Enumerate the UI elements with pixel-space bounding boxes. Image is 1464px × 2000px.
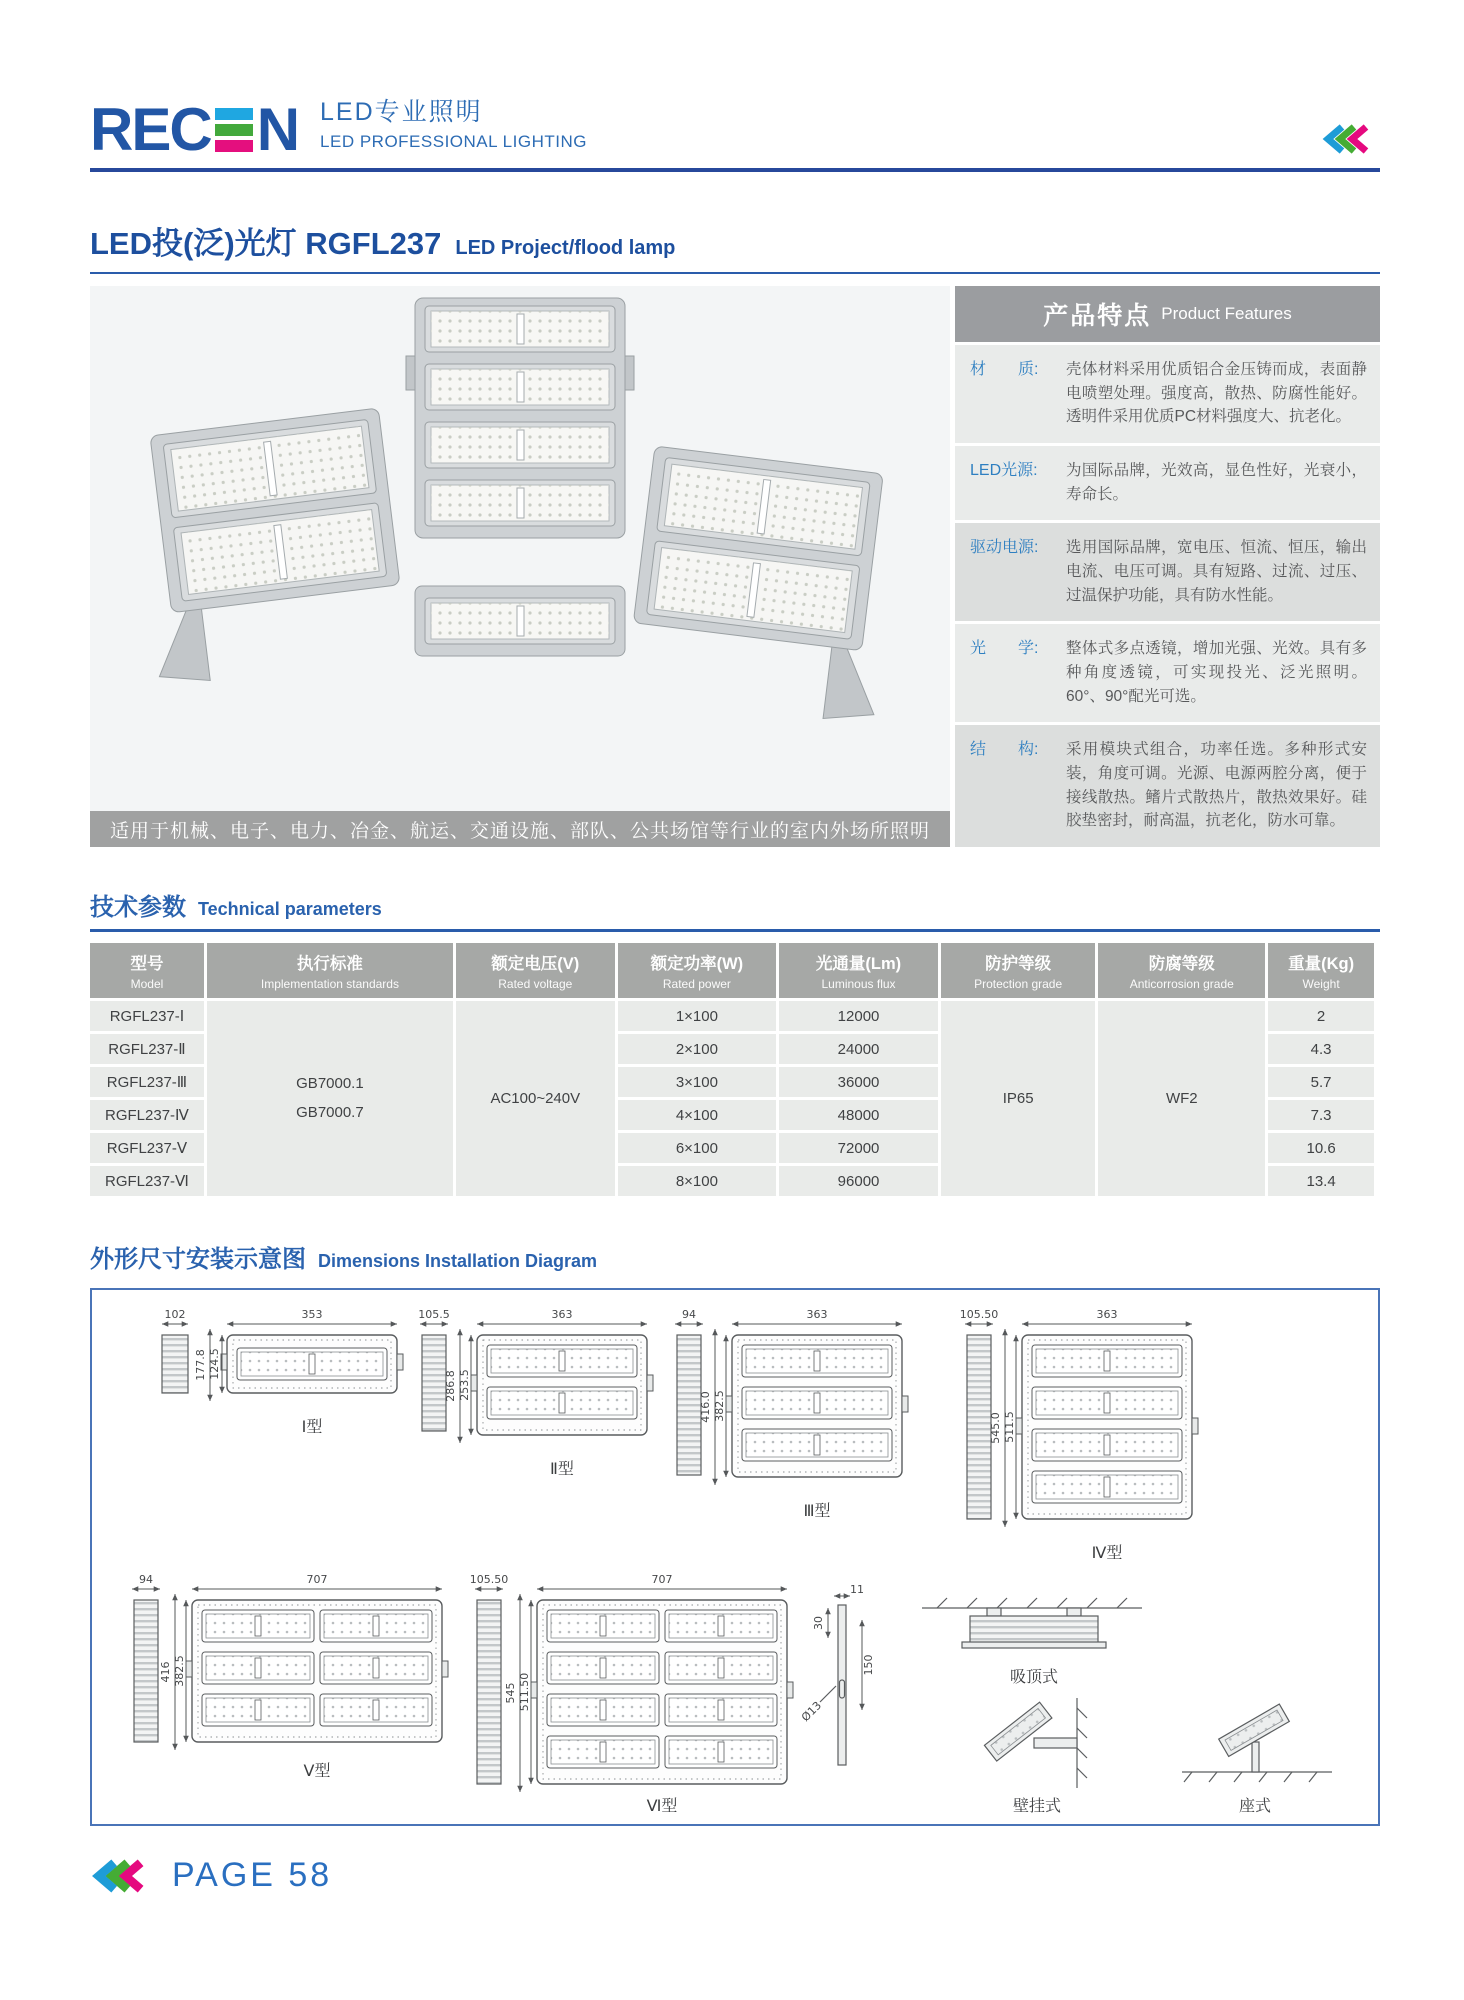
type6-label: Ⅵ型 — [646, 1796, 678, 1815]
dim-382-5: 382.5 — [713, 1390, 726, 1422]
cell-model: RGFL237-Ⅵ — [90, 1166, 204, 1196]
cell-flux: 12000 — [779, 1001, 938, 1031]
cell-weight: 4.3 — [1268, 1034, 1374, 1064]
tagline-cn: LED专业照明 — [320, 98, 483, 126]
cell-flux: 96000 — [779, 1166, 938, 1196]
feature-row-led-source — [955, 446, 1380, 520]
cell-protection: IP65 — [941, 1001, 1096, 1196]
table-row — [90, 1001, 1374, 1031]
feature-row-material — [955, 345, 1380, 443]
cell-flux: 36000 — [779, 1067, 938, 1097]
type5-label: Ⅴ型 — [303, 1761, 331, 1780]
drawing-type6 — [470, 1573, 793, 1815]
page-footer — [90, 1856, 1380, 1895]
tech-params-rule — [90, 929, 1380, 932]
floodlight-2-module-right — [625, 446, 904, 725]
wall-mount-label: 壁挂式 — [1012, 1796, 1062, 1815]
col-anticorrosion: 防腐等级 Anticorrosion grade — [1098, 943, 1265, 998]
drawing-type3 — [675, 1308, 908, 1520]
product-photo-illustration — [90, 286, 950, 842]
cell-power: 4×100 — [618, 1100, 777, 1130]
feature-label: 驱动电源: — [970, 539, 1039, 557]
feature-label: 材 质: — [970, 361, 1039, 378]
dim-105-50: 105.50 — [469, 1573, 509, 1586]
dim-177-8: 177.8 — [194, 1349, 207, 1381]
brand-tagline — [320, 92, 587, 154]
brand-block — [90, 92, 587, 163]
dimensions-heading-cn: 外形尺寸安装示意图 — [90, 1246, 306, 1273]
cell-model: RGFL237-Ⅱ — [90, 1034, 204, 1064]
cell-model: RGFL237-Ⅲ — [90, 1067, 204, 1097]
feature-text: 选用国际品牌，宽电压、恒流、恒压，输出电流、电压可调。具有短路、过流、过压、过温保护功能，具有防水性能。 — [1066, 539, 1367, 604]
feature-row-optics — [955, 624, 1380, 722]
dimensions-heading — [90, 1239, 1380, 1274]
dim-102: 102 — [164, 1308, 186, 1321]
table-header-row — [90, 943, 1374, 998]
col-flux: 光通量(Lm) Luminous flux — [779, 943, 938, 998]
col-weight: 重量(Kg) Weight — [1268, 943, 1374, 998]
dim-511-50: 511.50 — [518, 1672, 531, 1712]
dim-382-5: 382.5 — [173, 1655, 186, 1687]
cell-weight: 7.3 — [1268, 1100, 1374, 1130]
dim-150: 150 — [862, 1654, 875, 1676]
tech-params-table — [87, 940, 1377, 1199]
dim-416: 416 — [159, 1661, 172, 1683]
cell-power: 8×100 — [618, 1166, 777, 1196]
type1-label: Ⅰ型 — [301, 1417, 323, 1436]
product-features-panel — [955, 286, 1380, 847]
feature-label: 结 构: — [970, 741, 1039, 759]
col-standards: 执行标准 Implementation standards — [207, 943, 453, 998]
drawing-type4 — [960, 1308, 1198, 1562]
tech-params-heading-cn: 技术参数 — [90, 894, 186, 921]
cell-flux: 72000 — [779, 1133, 938, 1163]
ceiling-mount-label: 吸顶式 — [1009, 1667, 1059, 1686]
cell-weight: 2 — [1268, 1001, 1374, 1031]
feature-text: 壳体材料采用优质铝合金压铸而成，表面静电喷塑处理。强度高，散热、防腐性能好。透明件采用优质PC材料强度大、抗老化。 — [1066, 361, 1367, 426]
feature-row-driver — [955, 523, 1380, 621]
floodlight-4-module — [406, 298, 634, 538]
drawing-type5 — [132, 1573, 448, 1780]
header-rule — [90, 168, 1380, 172]
type4-label: Ⅳ型 — [1091, 1543, 1123, 1562]
triple-chevron-icon — [1320, 124, 1380, 154]
feature-text: 整体式多点透镜，增加光强、光效。具有多种角度透镜，可实现投光、泛光照明。60°、90°配光可选。 — [1066, 640, 1367, 705]
dim-94: 94 — [139, 1573, 153, 1586]
dim-363: 363 — [806, 1308, 828, 1321]
dim-105-50: 105.50 — [959, 1308, 999, 1321]
cell-flux: 24000 — [779, 1034, 938, 1064]
base-mount-label: 座式 — [1238, 1796, 1272, 1815]
dim-363: 363 — [551, 1308, 573, 1321]
col-protection: 防护等级 Protection grade — [941, 943, 1096, 998]
cell-weight: 10.6 — [1268, 1133, 1374, 1163]
dim-11: 11 — [850, 1583, 864, 1596]
application-caption: 适用于机械、电子、电力、冶金、航运、交通设施、部队、公共场馆等行业的室内外场所照明 — [90, 811, 950, 847]
drawing-wall-mount — [984, 1698, 1087, 1815]
dim-353: 353 — [301, 1308, 323, 1321]
cell-weight: 13.4 — [1268, 1166, 1374, 1196]
features-header — [955, 286, 1380, 342]
product-section — [90, 286, 1380, 847]
title-rule — [90, 272, 1380, 274]
tech-params-heading-en: Technical parameters — [198, 899, 382, 919]
type2-label: Ⅱ型 — [550, 1459, 574, 1478]
dim-416-0: 416.0 — [699, 1391, 712, 1423]
dim-30: 30 — [812, 1616, 825, 1630]
features-header-cn: 产品特点 — [1043, 302, 1152, 330]
col-model: 型号 Model — [90, 943, 204, 998]
floodlight-1-module — [415, 586, 625, 656]
dim-545-0: 545.0 — [989, 1412, 1002, 1444]
dim-545: 545 — [504, 1682, 517, 1704]
product-title-en: LED Project/flood lamp — [455, 237, 676, 259]
feature-row-structure — [955, 725, 1380, 847]
page-header — [90, 0, 1380, 163]
dimensions-diagram — [92, 1290, 1378, 1820]
cell-power: 6×100 — [618, 1133, 777, 1163]
dim-94: 94 — [682, 1308, 696, 1321]
feature-text: 采用模块式组合，功率任选。多种形式安装，角度可调。光源、电源两腔分离，便于接线散热。鳍片式散热片，散热效果好。硅胶垫密封，耐高温，抗老化，防水可靠。 — [1066, 741, 1367, 830]
dim-363: 363 — [1096, 1308, 1118, 1321]
dimensions-heading-en: Dimensions Installation Diagram — [318, 1251, 598, 1271]
dim-124-5: 124.5 — [208, 1348, 221, 1380]
drawing-ceiling-mount — [922, 1598, 1142, 1686]
tagline-en: LED PROFESSIONAL LIGHTING — [320, 132, 587, 151]
cell-model: RGFL237-Ⅴ — [90, 1133, 204, 1163]
dim-511-5: 511.5 — [1003, 1411, 1016, 1443]
col-power: 额定功率(W) Rated power — [618, 943, 777, 998]
feature-label: 光 学: — [970, 640, 1039, 658]
cell-model: RGFL237-Ⅳ — [90, 1100, 204, 1130]
drawing-type1 — [162, 1308, 403, 1436]
cell-power: 2×100 — [618, 1034, 777, 1064]
logo-e-bars-icon — [215, 108, 253, 152]
page-number: PAGE 58 — [172, 1856, 333, 1894]
type3-label: Ⅲ型 — [803, 1501, 831, 1520]
floodlight-2-module-left — [130, 408, 409, 687]
dim-707: 707 — [651, 1573, 673, 1586]
product-title-cn: LED投(泛)光灯 RGFL237 — [90, 226, 442, 261]
cell-model: RGFL237-Ⅰ — [90, 1001, 204, 1031]
dim-105-5: 105.5 — [418, 1308, 450, 1321]
dim-707: 707 — [306, 1573, 328, 1586]
dim-286-8: 286.8 — [444, 1370, 457, 1402]
cell-power: 1×100 — [618, 1001, 777, 1031]
tech-params-heading — [90, 887, 1380, 922]
cell-flux: 48000 — [779, 1100, 938, 1130]
dim-diameter-13: Ø13 — [798, 1698, 825, 1725]
drawing-type2 — [418, 1308, 653, 1478]
col-voltage: 额定电压(V) Rated voltage — [456, 943, 615, 998]
footer-chevron-icon — [90, 1858, 156, 1894]
product-photo-area — [90, 286, 950, 847]
recen-logo — [90, 95, 299, 163]
cell-power: 3×100 — [618, 1067, 777, 1097]
feature-text: 为国际品牌，光效高，显色性好，光衰小，寿命长。 — [1066, 462, 1367, 503]
drawing-bracket-detail — [799, 1583, 875, 1765]
feature-label: LED光源: — [970, 462, 1038, 479]
product-title — [90, 218, 1380, 263]
dim-253-5: 253.5 — [458, 1369, 471, 1401]
logo-text-suffix: N — [256, 95, 299, 163]
logo-text-prefix: REC — [90, 95, 211, 163]
cell-standards: GB7000.1 GB7000.7 — [207, 1001, 453, 1196]
features-header-en: Product Features — [1161, 304, 1292, 323]
cell-voltage: AC100~240V — [456, 1001, 615, 1196]
drawing-base-mount — [1182, 1704, 1332, 1815]
cell-anticorrosion: WF2 — [1098, 1001, 1265, 1196]
cell-weight: 5.7 — [1268, 1067, 1374, 1097]
dimensions-diagram-box — [90, 1288, 1380, 1826]
